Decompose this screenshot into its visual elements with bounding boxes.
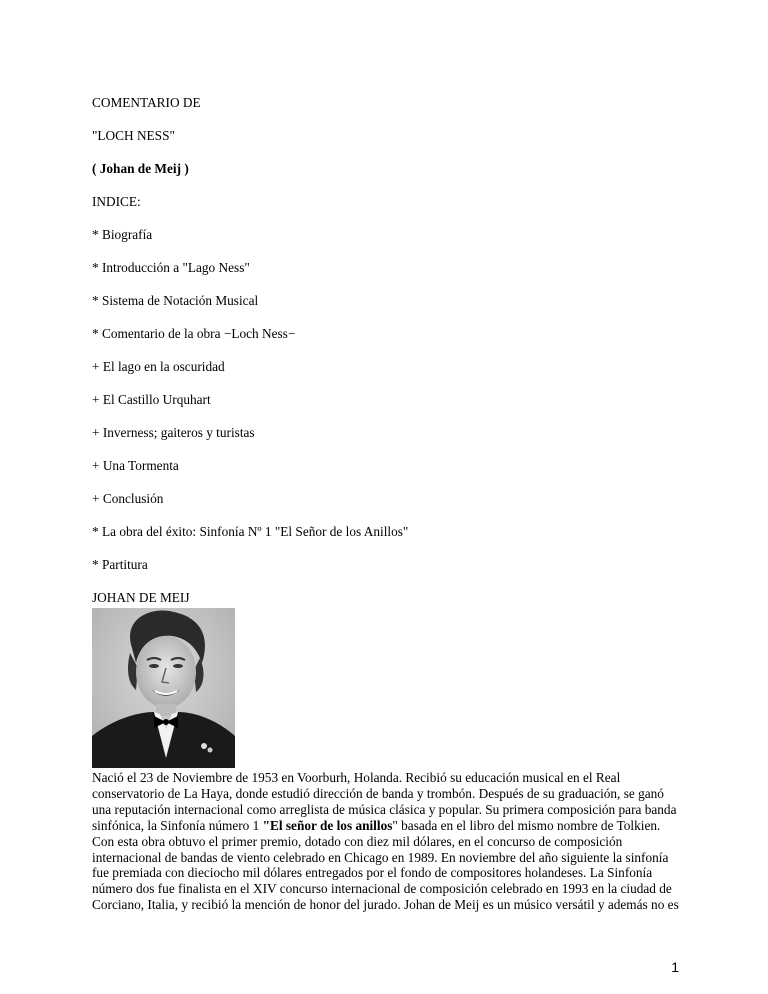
biography-paragraph <box>92 770 692 913</box>
index-item: * Sistema de Notación Musical <box>92 293 259 308</box>
title-line-1: COMENTARIO DE <box>92 95 201 110</box>
bio-text: " basada en el libro del mismo nombre de Tolkien. <box>392 817 661 833</box>
author-line: ( Johan de Meij ) <box>92 161 189 176</box>
bio-text: sinfónica, la Sinfonía número 1 <box>92 817 263 833</box>
index-item: * Comentario de la obra −Loch Ness− <box>92 326 296 341</box>
title-line-2: "LOCH NESS" <box>92 128 175 143</box>
bio-line: una reputación internacional como arreglista de música clásica y popular. Su primera composición para banda <box>92 801 677 817</box>
bio-line: conservatorio de La Haya, donde estudió dirección de banda y trombón. Después de su graduación, se ganó <box>92 785 664 801</box>
bio-line: internacional de bandas de viento celebrado en Chicago en 1989. En noviembre del año siguiente la sinfonía <box>92 849 669 865</box>
page-number: 1 <box>671 959 679 975</box>
index-heading: INDICE: <box>92 194 141 209</box>
composer-portrait <box>92 608 235 768</box>
index-item: * La obra del éxito: Sinfonía Nº 1 "El Señor de los Anillos" <box>92 524 409 539</box>
index-item: + El lago en la oscuridad <box>92 359 225 374</box>
bio-line <box>92 818 692 834</box>
bio-heading: JOHAN DE MEIJ <box>92 590 190 605</box>
index-item: * Introducción a "Lago Ness" <box>92 260 250 275</box>
index-item: * Partitura <box>92 557 148 572</box>
index-item: + Conclusión <box>92 491 164 506</box>
index-item: + Inverness; gaiteros y turistas <box>92 425 255 440</box>
bio-line: Nació el 23 de Noviembre de 1953 en Voorburh, Holanda. Recibió su educación musical en el Real <box>92 770 621 785</box>
index-item: * Biografía <box>92 227 153 242</box>
bio-line: Con esta obra obtuvo el primer premio, dotado con diez mil dólares, en el concurso de composición <box>92 833 623 849</box>
bio-line: fue premiada con dieciocho mil dólares entregados por el fondo de compositores holandeses. La Sinfonía <box>92 865 653 881</box>
book-title: "El señor de los anillos <box>262 817 393 833</box>
bio-line: Corciano, Italia, y recibió la mención de honor del jurado. Johan de Meij es un músico versátil y además no es <box>92 897 679 913</box>
bio-line: número dos fue finalista en el XIV concurso internacional de composición celebrado en 1993 en la ciudad de <box>92 881 672 897</box>
index-item: + Una Tormenta <box>92 458 179 473</box>
index-item: + El Castillo Urquhart <box>92 392 211 407</box>
